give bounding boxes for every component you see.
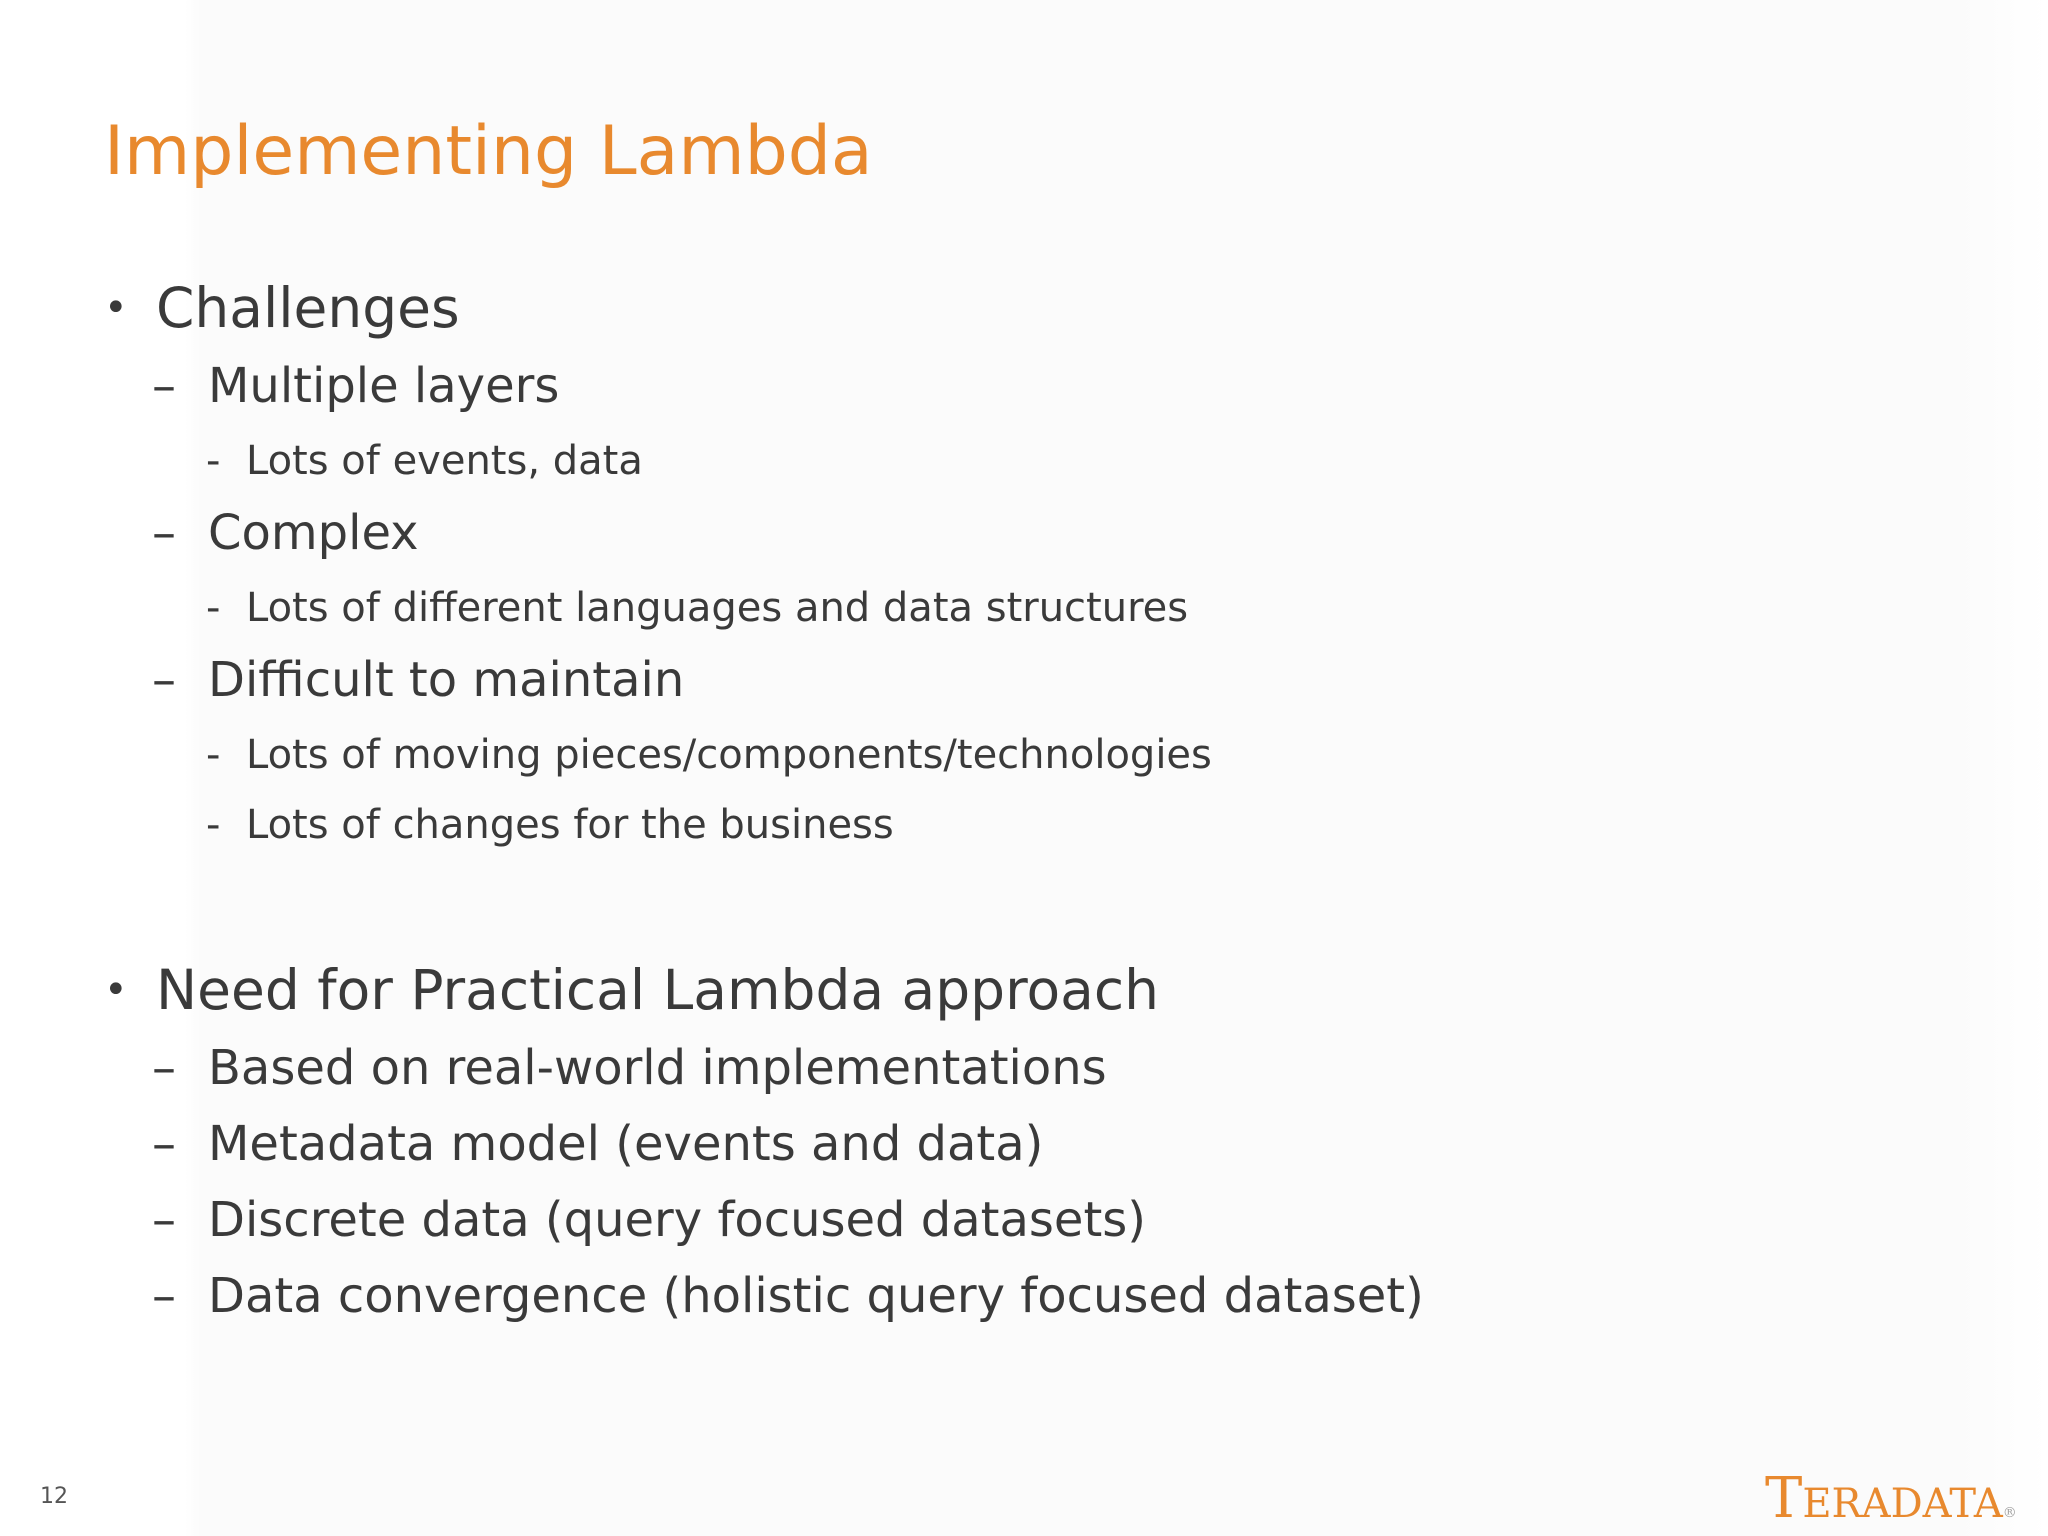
subbullet-text: Difficult to maintain	[208, 652, 685, 708]
hyphen-marker: -	[206, 438, 221, 484]
bullet-marker: •	[104, 967, 128, 1013]
bullet-practical-lambda	[104, 958, 1159, 1022]
detail-moving-pieces	[206, 732, 1212, 778]
subbullet-text: Discrete data (query focused datasets)	[208, 1192, 1146, 1248]
detail-text: Lots of changes for the business	[246, 802, 894, 848]
slide-title: Implementing Lambda	[104, 112, 873, 191]
subbullet-text: Based on real-world implementations	[208, 1040, 1107, 1096]
logo-registered-mark: ®	[2002, 1505, 2017, 1521]
logo-rest: ERADATA	[1802, 1481, 2003, 1527]
hyphen-marker: -	[206, 585, 221, 631]
subbullet-text: Multiple layers	[208, 358, 560, 414]
bullet-text: Need for Practical Lambda approach	[156, 958, 1159, 1022]
subbullet-multiple-layers	[152, 358, 559, 414]
subbullet-complex	[152, 505, 419, 561]
teradata-logo	[1765, 1466, 2017, 1531]
subbullet-discrete-data	[152, 1192, 1146, 1248]
detail-lots-of-events	[206, 438, 643, 484]
subbullet-real-world	[152, 1040, 1107, 1096]
dash-marker: –	[152, 1116, 176, 1172]
subbullet-data-convergence	[152, 1268, 1424, 1324]
hyphen-marker: -	[206, 732, 221, 778]
dash-marker: –	[152, 1040, 176, 1096]
bullet-text: Challenges	[156, 276, 460, 340]
subbullet-text: Metadata model (events and data)	[208, 1116, 1044, 1172]
detail-text: Lots of different languages and data structures	[246, 585, 1189, 631]
dash-marker: –	[152, 505, 176, 561]
detail-languages	[206, 585, 1188, 631]
hyphen-marker: -	[206, 802, 221, 848]
detail-text: Lots of events, data	[246, 438, 643, 484]
dash-marker: –	[152, 652, 176, 708]
dash-marker: –	[152, 1192, 176, 1248]
dash-marker: –	[152, 358, 176, 414]
detail-changes-for-business	[206, 802, 894, 848]
logo-first-letter: T	[1765, 1466, 1803, 1531]
subbullet-text: Complex	[208, 505, 419, 561]
subbullet-text: Data convergence (holistic query focused dataset)	[208, 1268, 1424, 1324]
bullet-challenges	[104, 276, 460, 340]
page-number: 12	[40, 1484, 68, 1509]
dash-marker: –	[152, 1268, 176, 1324]
subbullet-metadata-model	[152, 1116, 1043, 1172]
bullet-marker: •	[104, 285, 128, 331]
detail-text: Lots of moving pieces/components/technologies	[246, 732, 1212, 778]
subbullet-difficult-to-maintain	[152, 652, 684, 708]
